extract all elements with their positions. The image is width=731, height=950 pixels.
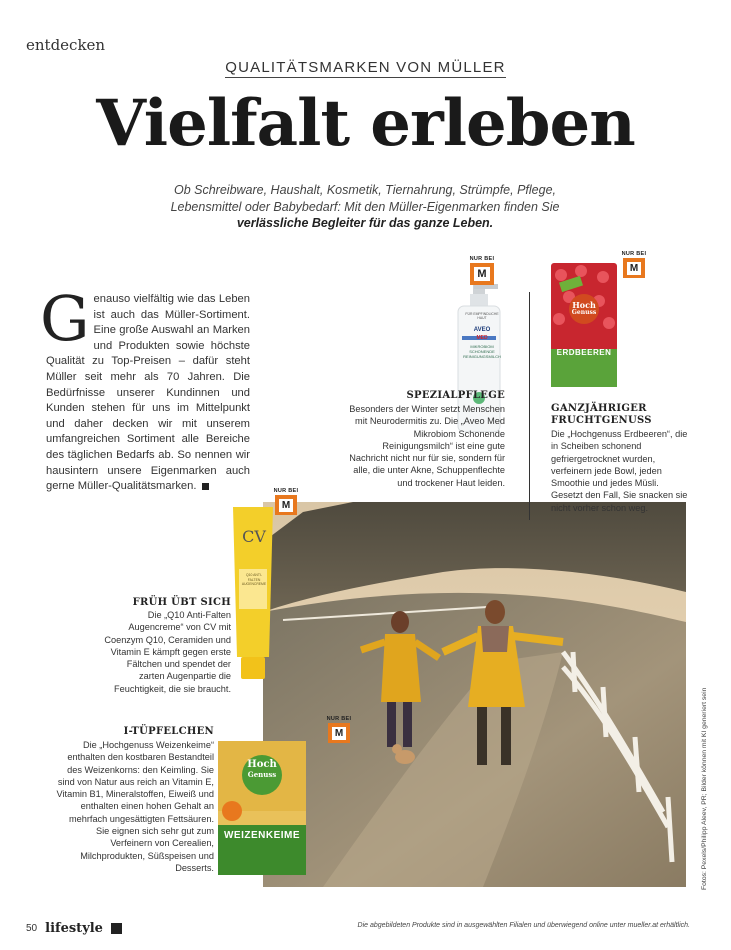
body-paragraph: enauso vielfältig wie das Leben ist auch das Müller-Sortiment. Eine große Auswahl an Marken und Produkten sowie höchste Qualität zu Top-Preisen – dafür steht Müller seit mehr als 70 Jahren. Die Bedürfnisse unserer Kundinnen und Kunden stehen für uns im Mittelpunkt und daher decken wir mit unserem umfangreichen Sortiment alle Bereiche des täglichen Bedarfs ab. So nennen wir hausintern unsere Eigenmarken auch gerne Müller-Qualitätsmarken. <box>46 293 250 493</box>
mueller-letter: M <box>474 267 490 281</box>
section-label: entdecken <box>26 36 106 54</box>
frueh-title: FRÜH ÜBT SICH <box>132 597 231 608</box>
badge-label: NUR BEI <box>621 251 647 257</box>
folio <box>26 921 122 936</box>
mueller-letter: M <box>627 262 641 275</box>
frueh-text: Die „Q10 Anti-Falten Augencreme“ von CV mit Coenzym Q10, Ceramiden und Vitamin E kämpft gegen erste Fältchen und spendet der zarten Augenpartie die Feuchtigkeit, die sie braucht. <box>104 610 231 694</box>
badge-label: NUR BEI <box>326 716 352 722</box>
hochgenuss-logo-erdbeeren <box>567 301 601 317</box>
brand-line-1: Hoch <box>572 300 596 310</box>
tuepfel-title: I-TÜPFELCHEN <box>123 726 214 737</box>
frucht-text: Die „Hochgenuss Erdbeeren“, die in Scheiben schonend gefriergetrocknet wurden, verfeinern jede Bowl, jeden Smoothie und jedes Müsli. Gesetzt den Fall, Sie snacken sie nicht vorher schon weg. <box>551 429 688 513</box>
mueller-logo-icon <box>328 723 350 743</box>
mueller-logo-icon <box>623 258 645 278</box>
brand-line-1: Hoch <box>247 759 277 770</box>
mueller-logo-icon <box>275 495 297 515</box>
intro-emphasis: verlässliche Begleiter für das ganze Leben. <box>236 216 494 230</box>
hochgenuss-logo-weizen <box>245 760 279 780</box>
aveo-pack-name: MIKROBIOM SCHONENDE REINIGUNGSMILCH <box>463 344 501 359</box>
intro-lead: Ob Schreibware, Haushalt, Kosmetik, Tiernahrung, Strümpfe, Pflege, Lebensmittel oder Babybedarf: Mit den Müller-Eigenmarken finden Sie <box>170 183 560 214</box>
badge-label: NUR BEI <box>469 256 495 262</box>
body-text <box>40 282 250 495</box>
brand-line-2: Genuss <box>571 309 597 316</box>
column-divider <box>529 292 530 520</box>
spezial-title: SPEZIALPFLEGE <box>406 390 505 401</box>
photo-credit-text: Fotos: Pexels/Philipp Aleev, PR; Bilder können mit KI generiert sein <box>701 687 708 890</box>
tuepfel-text: Die „Hochgenuss Weizenkeime“ enthalten den kostbaren Bestandteil des Weizenkorns: den Keimling. Sie sind von Natur aus reich an Vitamin E, Vitamin B1, Mineralstoffen, Eiweiß und enthalten einen hohen Gehalt an mehrfach ungesättigten Fettsäuren. Sie eignen sich sehr gut zum Verfeinern von Cerealien, Milchprodukten, Süßspeisen und Desserts. <box>56 740 214 873</box>
nur-bei-badge-weizen <box>324 716 354 743</box>
aveo-pack-top: FÜR EMPFINDLICHE HAUT <box>465 312 499 320</box>
main-photo <box>263 502 686 887</box>
kicker <box>0 59 731 76</box>
nur-bei-badge-frucht <box>619 251 649 278</box>
kicker-text: QUALITÄTSMARKEN VON MÜLLER <box>225 59 506 76</box>
mueller-logo-icon <box>470 263 494 285</box>
end-mark-icon <box>202 483 209 490</box>
drop-cap: G <box>40 282 90 355</box>
spezial-text: Besonders der Winter setzt Menschen mit Neurodermitis zu. Die „Aveo Med Mikrobiom Schonende Reinigungsmilch“ ist eine gute Nachricht nicht nur für sie, sondern für alle, die unter Akne, Schuppenflechte und trockener Haut leiden. <box>349 404 505 488</box>
disclaimer: Die abgebildeten Produkte sind in ausgewählten Filialen und überwiegend online unter mueller.at erhältlich. <box>357 922 690 929</box>
nur-bei-badge-cv <box>271 488 301 515</box>
magazine-brand: lifestyle <box>45 921 103 936</box>
intro-text <box>150 182 580 232</box>
brand-logo-icon <box>111 923 122 934</box>
mueller-letter: M <box>332 727 346 740</box>
aveo-med-label: MED <box>476 335 488 341</box>
brand-line-2: Genuss <box>247 770 277 779</box>
weizenkeime-pack-name: WEIZENKEIME <box>223 830 301 841</box>
page-number: 50 <box>26 923 38 934</box>
frucht-title: GANZJÄHRIGER FRUCHTGENUSS <box>551 403 652 426</box>
aveo-logo: AVEO <box>473 327 491 333</box>
cv-logo: CV <box>242 527 266 546</box>
nur-bei-badge-spezial <box>462 256 502 285</box>
photo-credit <box>701 650 715 890</box>
badge-label: NUR BEI <box>273 488 299 494</box>
mueller-letter: M <box>279 499 293 512</box>
page-title: Vielfalt erleben <box>96 86 635 161</box>
erdbeeren-pack-name: ERDBEEREN <box>556 348 612 357</box>
cv-pack-name: Q10 ANTI-FALTEN AUGENCREME <box>241 573 267 586</box>
